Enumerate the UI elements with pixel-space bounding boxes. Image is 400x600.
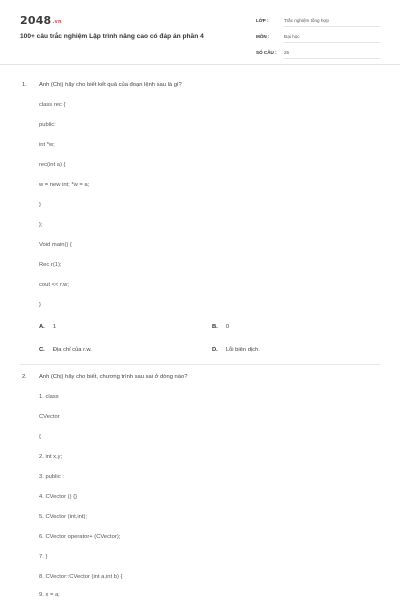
code-line: rec(int a) { [39,162,66,168]
option-key: A. [39,324,45,330]
meta-value: Trắc nghiệm tổng hợp [284,18,380,27]
question-number: 2. [22,374,27,380]
document-meta [256,14,380,62]
answer-option-d[interactable] [212,347,260,353]
code-line: 5. CVector (int,int); [39,514,88,520]
code-line: CVector [39,414,60,420]
question-text: Anh (Chị) hãy cho biết kết quả của đoạn lệnh sau là gì? [39,82,182,88]
meta-value: 25 [284,50,380,59]
meta-key: LỚP : [256,18,269,23]
code-line: public: [39,122,56,128]
meta-row-count [256,46,380,62]
option-key: D. [212,347,218,353]
code-line: } [39,202,41,208]
meta-row-subject [256,30,380,46]
answer-option-b[interactable] [212,324,229,330]
code-line: { [39,434,41,440]
code-line: 7. } [39,554,48,560]
meta-value: Đại học [284,34,380,43]
logo-text: 2048 [20,14,52,27]
logo-domain: .vn [52,19,62,25]
document-header [0,0,400,65]
code-line: Rec r(1); [39,262,62,268]
answer-option-a[interactable] [39,324,56,330]
code-line: 8. CVector::CVector (int a,int b) { [39,574,123,580]
option-text: 0 [225,324,230,330]
code-line: Void main() { [39,242,72,248]
option-text: Lỗi biên dịch. [225,347,260,353]
answer-option-c[interactable] [39,347,92,353]
option-key: B. [212,324,218,330]
code-line: 4. CVector () {} [39,494,78,500]
site-logo[interactable] [20,14,62,27]
code-line: 1. class [39,394,59,400]
meta-row-class [256,14,380,30]
code-line: cout << r.w; [39,282,69,288]
code-line: 2. int x,y; [39,454,63,460]
meta-key: SỐ CÂU : [256,50,277,55]
option-key: C. [39,347,45,353]
code-line: 9. x = a; [39,592,60,598]
code-line: } [39,302,41,308]
code-line: w = new int; *w = a; [39,182,90,188]
question-divider [20,364,380,365]
code-line: class rec { [39,102,66,108]
option-text: 1 [52,324,57,330]
code-line: 6. CVector operator+ (CVector); [39,534,121,540]
document-title: 100+ câu trắc nghiệm Lập trình nâng cao có đáp án phần 4 [20,33,204,40]
meta-key: MÔN : [256,34,270,39]
code-line: 3. public : [39,474,64,480]
question-text: Anh (Chị) hãy cho biết, chương trình sau sai ở dòng nào? [39,374,188,380]
code-line: int *w; [39,142,55,148]
code-line: }; [39,222,43,228]
option-text: Địa chỉ của r.w. [52,347,92,353]
question-number: 1. [22,82,27,88]
